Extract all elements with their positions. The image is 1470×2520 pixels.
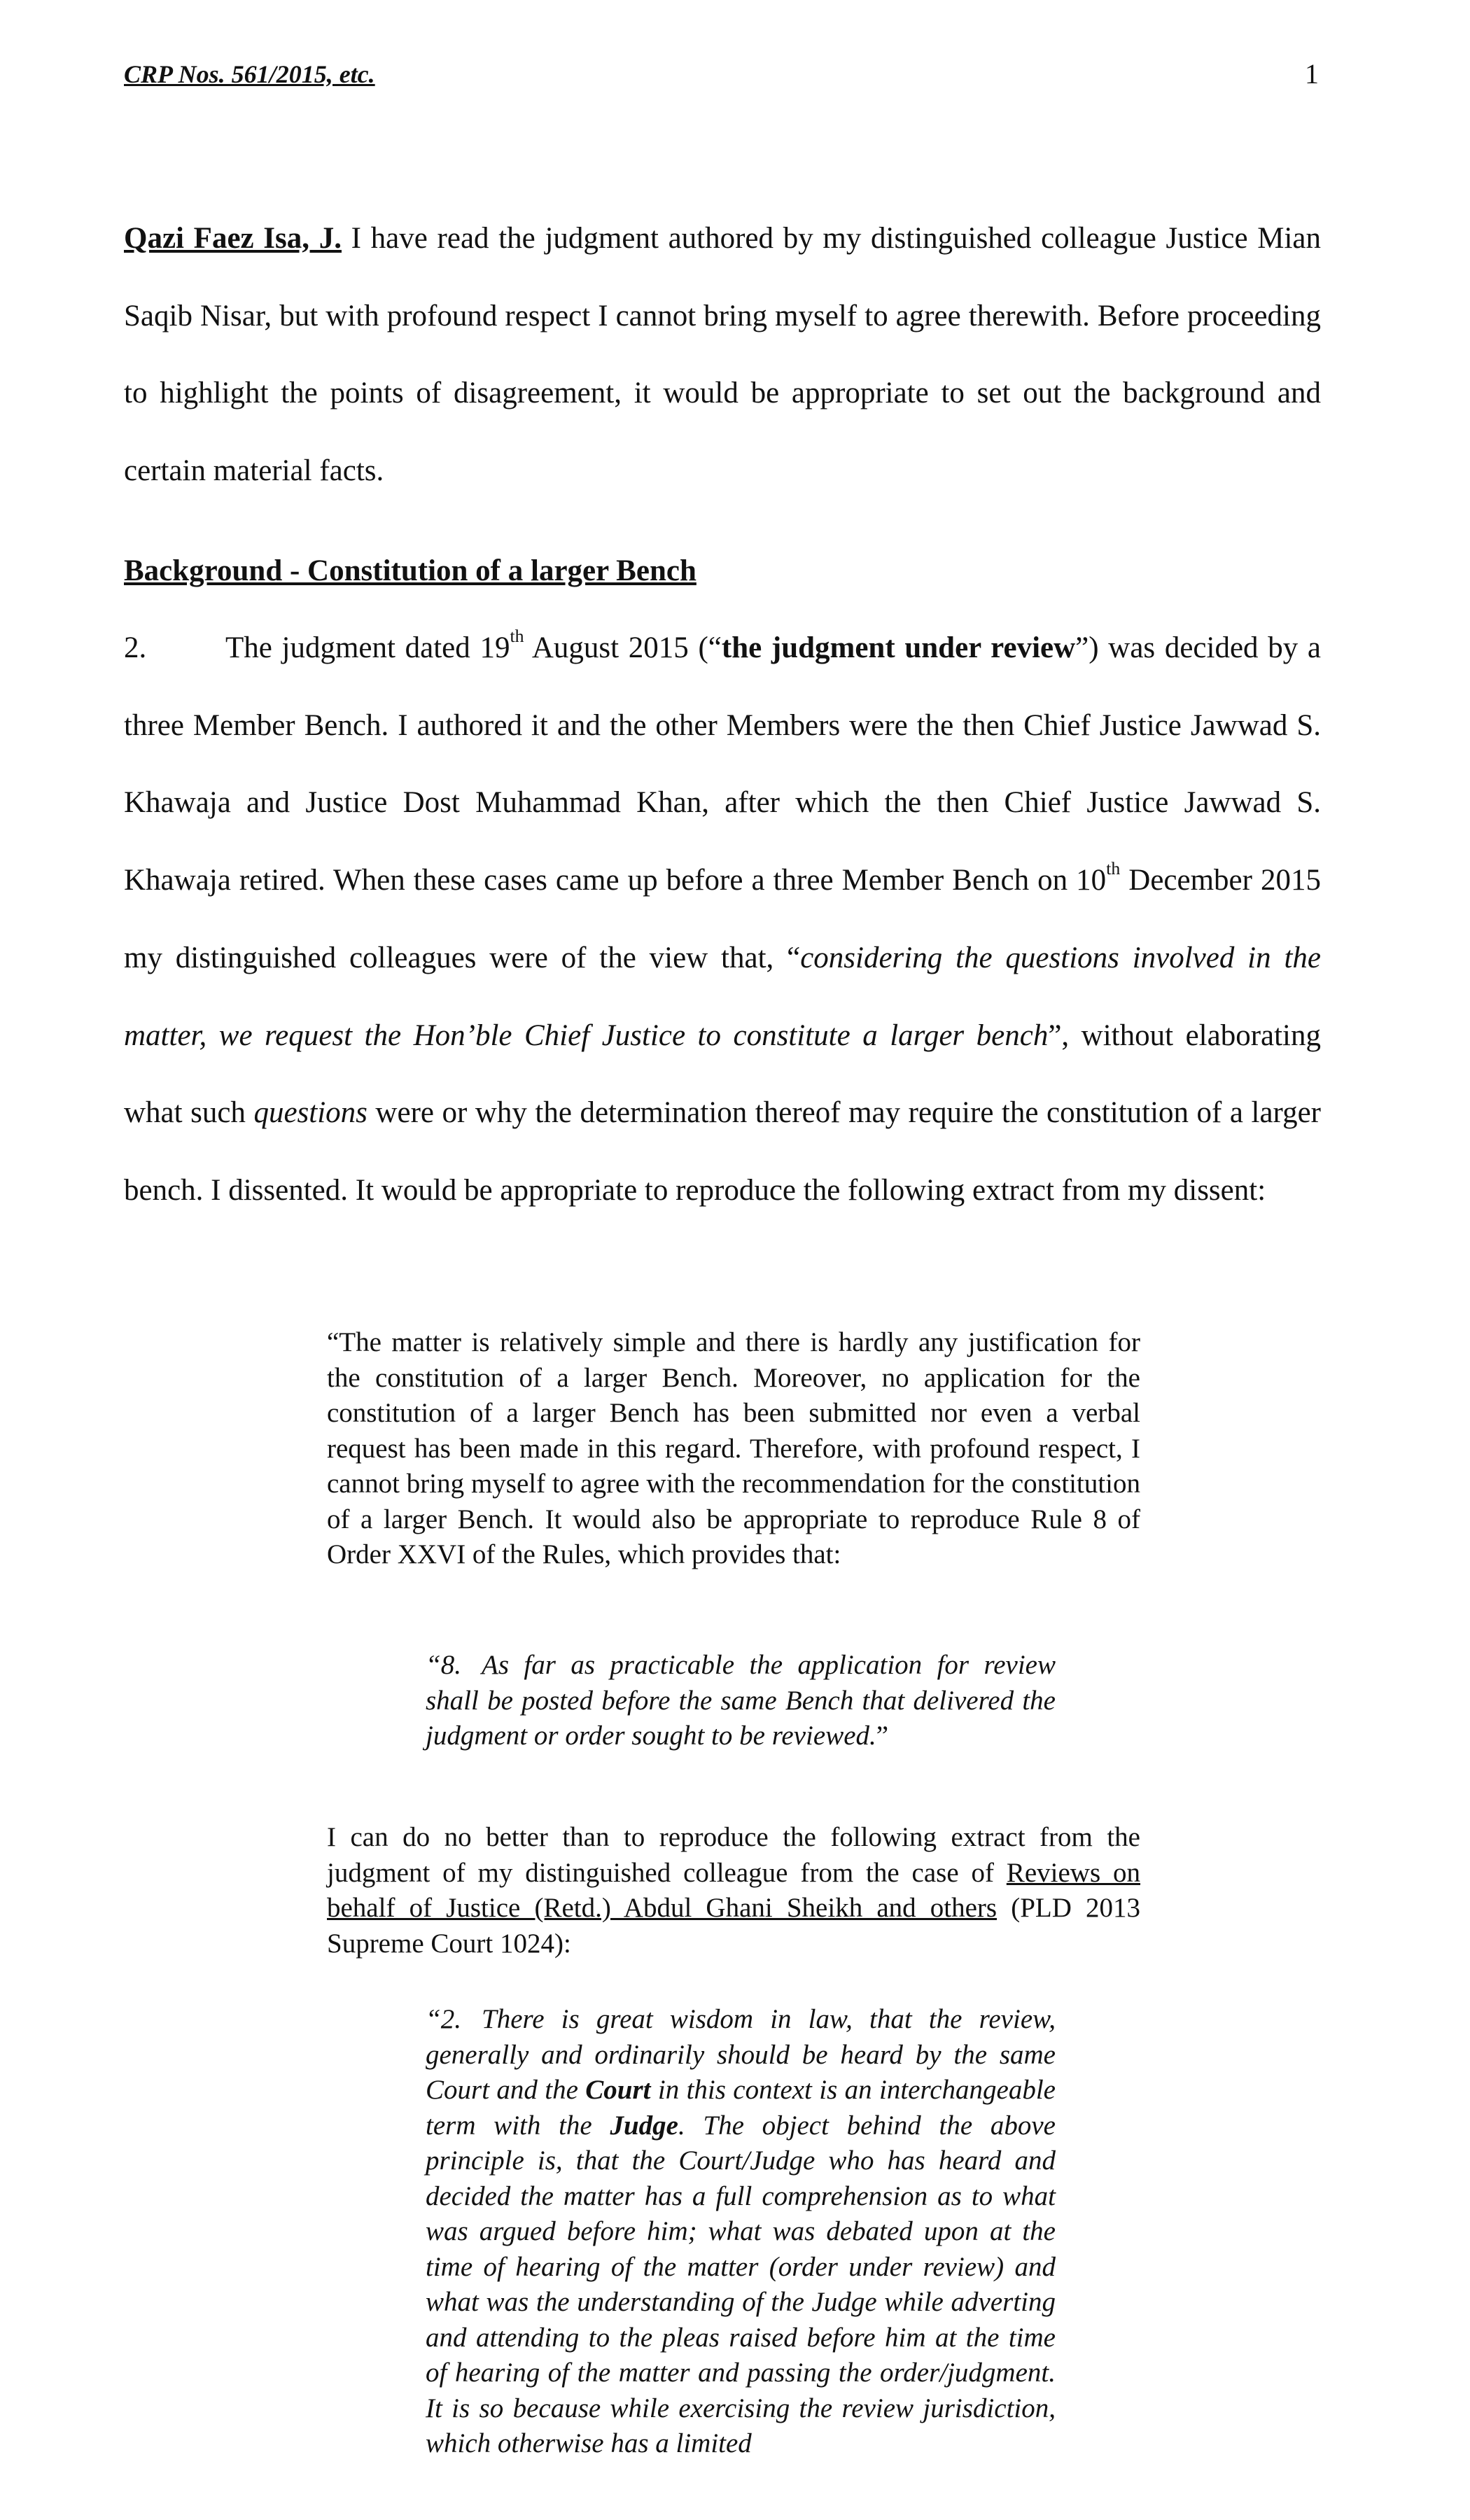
paragraph-text: The judgment dated 19 xyxy=(225,631,510,664)
dissent-extract: “The matter is relatively simple and there is hardly any justification for the constitution of a larger Bench. Moreover, no application for the constitution of a larger Bench has been submitted nor even a verbal request has been made in this regard. Therefore, with profound respect, I cannot bring myself to agree with the recommendation for the constitution of a larger Bench. It would also be appropriate to reproduce Rule 8 of Order XXVI of the Rules, which provides that: xyxy=(327,1327,1140,1569)
extract-text: There is great wisdom in law, that the review, generally and ordinarily should be heard by the same Court and the xyxy=(426,2004,1056,2105)
paragraph-2 xyxy=(124,610,1321,1230)
ordinal-suffix: th xyxy=(1106,858,1121,879)
extract-text: in this context is an interchangeable term with the xyxy=(426,2075,1056,2141)
bold-term: Court xyxy=(585,2075,651,2105)
paragraph-text: were or why the determination thereof may require the constitution of a larger bench. I dissented. It would be appropriate to reproduce the following extract from my dissent: xyxy=(124,1096,1321,1207)
emphasized-word: questions xyxy=(253,1096,368,1130)
paragraph-text: ”) was decided by a three Member Bench. I authored it and the other Members were the then Chief Justice Jawwad S. Khawaja and Justice Dost Muhammad Khan, after which the then Chief Justice Jawwad S. Khawaja retired. When these cases came up before a three Member Bench on 10 xyxy=(124,631,1321,897)
opening-paragraph xyxy=(124,200,1321,510)
quote-text: I can do no better than to reproduce the following extract from the judgment of my distinguished colleague from the case of xyxy=(327,1822,1140,1888)
closing-quote: ” xyxy=(876,1721,889,1751)
rule-number: “8. xyxy=(426,1650,461,1680)
extract-number: “2. xyxy=(426,2004,461,2034)
paragraph-text: ”, without elaborating what such xyxy=(124,1018,1321,1130)
rule-text: As far as practicable the application for review shall be posted before the same Bench that delivered the judgment or order sought to be reviewed. xyxy=(426,1650,1056,1751)
section-heading: Background - Constitution of a larger Bench xyxy=(124,554,696,587)
case-number-header: CRP Nos. 561/2015, etc. xyxy=(124,60,375,88)
opening-paragraph-text: I have read the judgment authored by my distinguished colleague Justice Mian Saqib Nisar, but with profound respect I cannot bring myself to agree therewith. Before proceeding to highlight the points of disagreement, it would be appropriate to set out the background and certain material facts. xyxy=(124,222,1321,488)
paragraph-text: August 2015 (“ xyxy=(524,631,722,664)
paragraph-text: December 2015 my distinguished colleagues were of the view that, “ xyxy=(124,864,1321,974)
paragraph-number: 2. xyxy=(124,631,147,664)
rule-8-quote xyxy=(426,1648,1056,1754)
judge-name: Qazi Faez Isa, J. xyxy=(124,222,342,255)
ordinal-suffix: th xyxy=(510,626,524,647)
case-reference-paragraph xyxy=(327,1820,1140,1961)
quote-text: (PLD 2013 Supreme Court 1024): xyxy=(327,1893,1140,1959)
extract-text: . The object behind the above principle is, that the Court/Judge who has heard and decided the matter has a full comprehension as to what was argued before him; what was debated upon at the time of hearing of the matter (order under review) and what was the understanding of the Judge while adverting and attending to the pleas raised before him at the time of hearing of the matter and passing the order/judgment. It is so because while exercising the review jurisdiction, which otherwise has a limited xyxy=(426,2110,1056,2458)
judgment-extract xyxy=(426,2002,1056,2462)
defined-term: the judgment under review xyxy=(721,631,1076,664)
case-name: Reviews on behalf of Justice (Retd.) Abdul Ghani Sheikh and others xyxy=(327,1857,1140,1923)
quoted-order: considering the questions involved in the matter, we request the Hon’ble Chief Justice to constitute a larger bench xyxy=(124,941,1321,1052)
page-number: 1 xyxy=(1305,58,1319,90)
bold-term: Judge xyxy=(610,2110,678,2141)
